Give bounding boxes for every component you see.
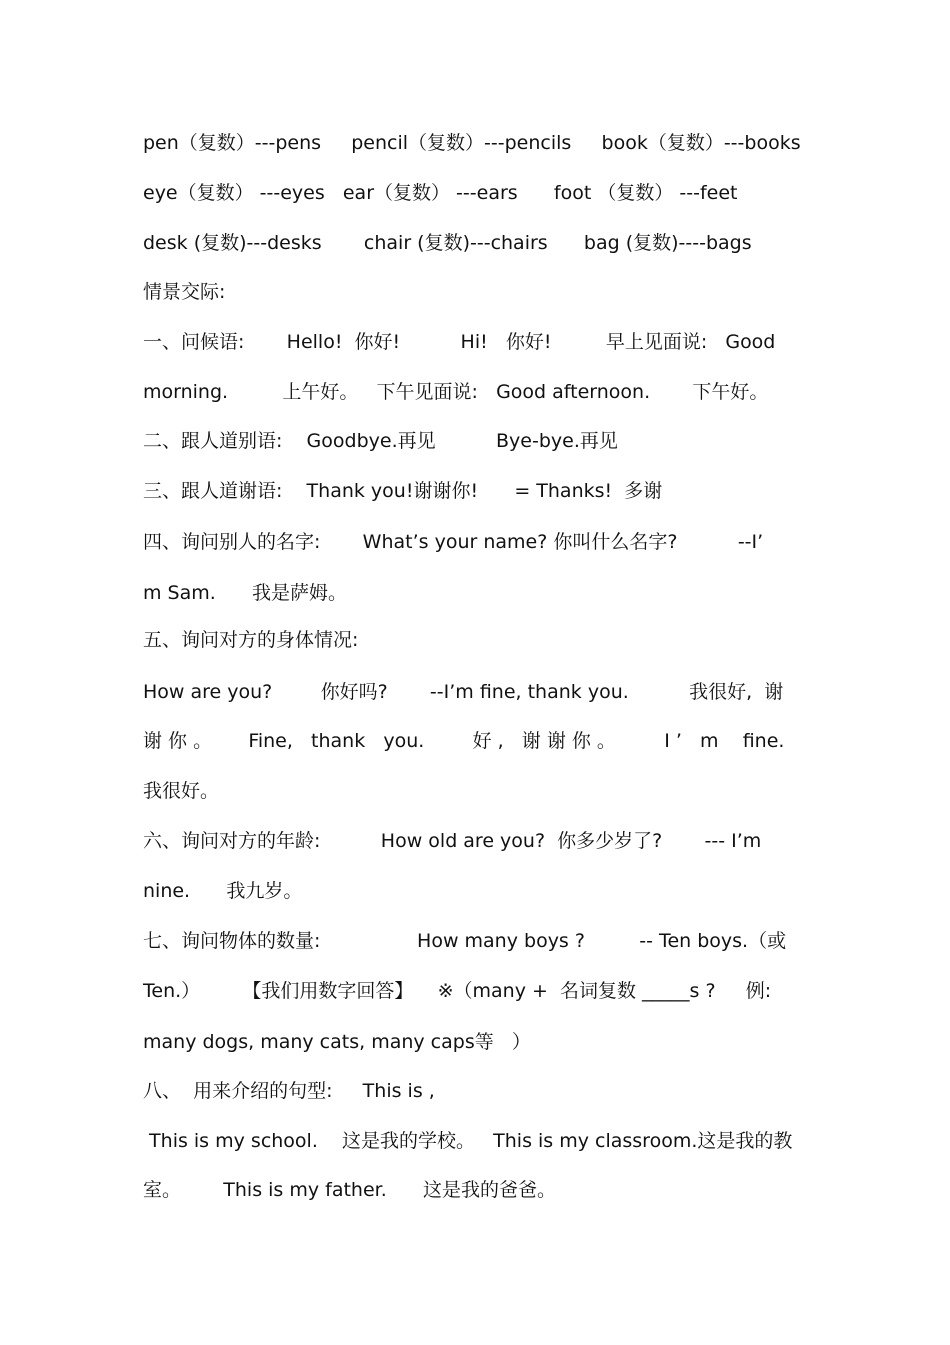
text-line-health-3: 我很好。 [143,780,220,802]
text-line-health-2: 谢 你 。 Fine, thank you. 好 , 谢 谢 你 。 I ’ m fine. [143,730,785,752]
text-line-greetings: 一、问候语: Hello! 你好! Hi! 你好! 早上见面说: Good [143,331,776,353]
text-line-name-question-cont: m Sam. 我是萨姆。 [143,582,348,604]
text-line-health-heading: 五、询问对方的身体情况: [143,629,359,651]
text-line-greetings-cont: morning. 上午好。 下午见面说: Good afternoon. 下午好。 [143,381,769,403]
text-line-health-1: How are you? 你好吗? --I’m fine, thank you. 我很好, 谢 [143,681,784,703]
text-line-plurals-2: eye（复数） ---eyes ear（复数） ---ears foot （复数） ---feet [143,182,738,204]
text-line-plurals-1: pen（复数）---pens pencil（复数）---pencils book（复数）---books [143,132,801,154]
text-line-plurals-3: desk (复数)---desks chair (复数)---chairs bag (复数)----bags [143,232,752,254]
text-line-thanks: 三、跟人道谢语: Thank you!谢谢你! = Thanks! 多谢 [143,480,663,502]
text-line-introduction-heading: 八、 用来介绍的句型: This is , [143,1080,435,1102]
text-line-name-question: 四、询问别人的名字: What’s your name? 你叫什么名字? --I’ [143,531,764,553]
section-heading-situational-dialogue: 情景交际: [143,281,226,303]
text-line-quantity-example: many dogs, many cats, many caps等 ） [143,1031,531,1053]
text-line-age-question: 六、询问对方的年龄: How old are you? 你多少岁了? --- I’m [143,830,762,852]
text-line-quantity-question-cont: Ten.） 【我们用数字回答】 ※（many + 名词复数 _____s ? 例: [143,980,772,1002]
text-line-introduction-2: 室。 This is my father. 这是我的爸爸。 [143,1179,557,1201]
text-line-quantity-question: 七、询问物体的数量: How many boys ? -- Ten boys.（或 [143,930,787,952]
text-line-introduction-1: This is my school. 这是我的学校。 This is my classroom.这是我的教 [143,1130,793,1152]
text-line-age-question-cont: nine. 我九岁。 [143,880,303,902]
text-line-goodbye: 二、跟人道别语: Goodbye.再见 Bye-bye.再见 [143,430,618,452]
